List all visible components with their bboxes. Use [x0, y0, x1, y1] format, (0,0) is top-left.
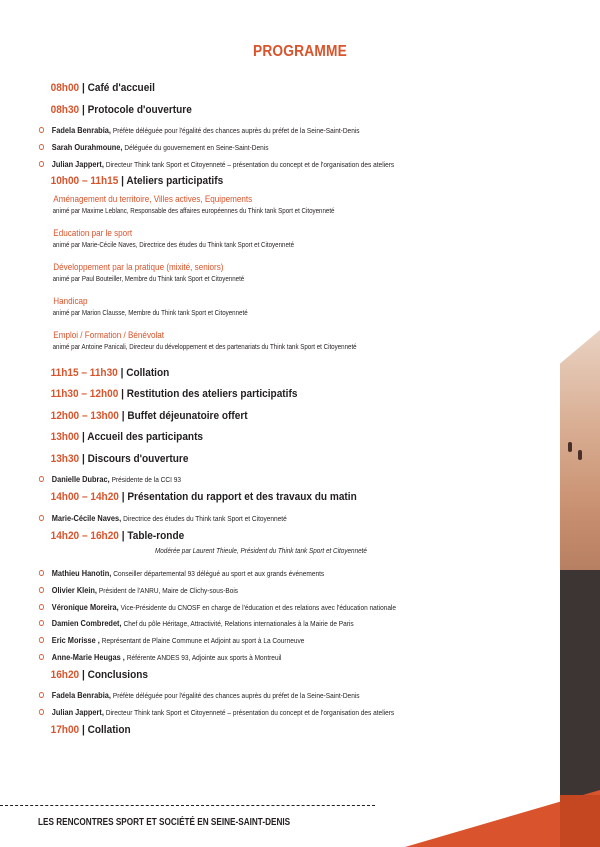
- slot-separator: |: [79, 452, 88, 465]
- slot-separator: |: [118, 388, 127, 401]
- slot-separator: |: [79, 723, 88, 736]
- slot-separator: |: [117, 366, 127, 379]
- slot-time: 08h00: [50, 82, 80, 94]
- bullet-icon: [39, 144, 44, 150]
- speaker-role: Conseiller départemental 93 délégué au sport et aux grands événements: [113, 569, 325, 578]
- bullet-icon: [39, 127, 44, 133]
- bullet-icon: [39, 570, 44, 576]
- speaker-name: Damien Combredet,: [51, 618, 122, 629]
- speaker-name: Marie-Cécile Naves,: [51, 512, 122, 523]
- workshop-facilitator: animé par Antoine Panicali, Directeur du développement et des partenariats du Think tank Sport et Citoyenneté: [52, 342, 357, 352]
- bullet-icon: [39, 587, 44, 593]
- slot-label: Collation: [87, 723, 131, 736]
- speaker-name: Mathieu Hanotin,: [51, 568, 112, 578]
- slot-separator: |: [118, 491, 128, 504]
- speaker-name: Julian Jappert,: [51, 158, 104, 169]
- speaker-item: [38, 585, 238, 595]
- speaker-role: Directeur Think tank Sport et Citoyenneté – présentation du concept et de l'organisation des ateliers: [105, 159, 395, 169]
- workshop-title: Emploi / Formation / Bénévolat: [53, 329, 165, 340]
- footer-divider: [0, 805, 375, 806]
- speaker-name: Eric Morisse ,: [51, 635, 100, 646]
- photo-shadow: [560, 570, 600, 795]
- slot-time: 17h00: [50, 723, 80, 736]
- slot-time: 11h15 – 11h30: [50, 366, 118, 379]
- speaker-name: Danielle Dubrac,: [51, 474, 110, 485]
- speaker-role: Directeur Think tank Sport et Citoyenneté – présentation du concept et de l'organisation des ateliers: [105, 708, 395, 718]
- slot-separator: |: [118, 175, 127, 188]
- schedule-slot: [38, 388, 297, 400]
- workshop-facilitator: animé par Paul Bouteiller, Membre du Think tank Sport et Citoyenneté: [52, 274, 245, 284]
- schedule-slot: [38, 530, 184, 542]
- slot-label: Accueil des participants: [87, 431, 204, 444]
- workshop-facilitator: animé par Maxime Leblanc, Responsable des affaires européennes du Think tank Sport et Citoyenneté: [52, 206, 335, 216]
- speaker-name: Olivier Klein,: [51, 584, 97, 595]
- speaker-role: Représentant de Plaine Commune et Adjoint au sport à La Courneuve: [101, 636, 305, 646]
- workshop-title: Développement par la pratique (mixité, seniors): [53, 261, 224, 272]
- slot-separator: |: [79, 82, 88, 94]
- schedule-slot: [38, 724, 131, 736]
- workshop-title: Education par le sport: [53, 227, 133, 238]
- bullet-icon: [39, 637, 44, 643]
- slot-separator: |: [79, 431, 88, 444]
- schedule-slot: [38, 175, 223, 187]
- sport-photo: [560, 330, 600, 795]
- workshop-title: Aménagement du territoire, Villes actives, Equipements: [53, 193, 253, 204]
- slot-time: 08h30: [50, 103, 80, 116]
- slot-time: 16h20: [50, 668, 80, 681]
- bullet-icon: [39, 161, 44, 167]
- slot-separator: |: [79, 668, 88, 681]
- speaker-name: Sarah Ourahmoune,: [51, 141, 123, 152]
- workshop-title: Handicap: [53, 295, 88, 306]
- bullet-icon: [39, 620, 44, 626]
- slot-time: 13h00: [50, 431, 80, 444]
- slot-label: Ateliers participatifs: [126, 175, 224, 188]
- speaker-item: [38, 618, 354, 628]
- slot-label: Collation: [126, 366, 170, 379]
- bullet-icon: [39, 476, 44, 482]
- bullet-icon: [39, 604, 44, 610]
- speaker-role: Présidente de la CCI 93: [111, 475, 181, 485]
- slot-time: 12h00 – 13h00: [50, 409, 119, 422]
- schedule-slot: [38, 491, 357, 503]
- speaker-item: [38, 707, 394, 717]
- speaker-name: Julian Jappert,: [51, 707, 104, 718]
- slot-time: 14h20 – 16h20: [50, 529, 119, 542]
- slot-label: Protocole d'ouverture: [87, 103, 192, 116]
- bullet-icon: [39, 654, 44, 660]
- speaker-role: Préfète déléguée pour l'égalité des chances auprès du préfet de la Seine-Saint-Denis: [112, 126, 360, 135]
- slot-label: Restitution des ateliers participatifs: [126, 388, 298, 401]
- speaker-name: Fadela Benrabia,: [51, 125, 111, 135]
- speaker-role: Déléguée du gouvernement en Seine-Saint-Denis: [124, 142, 269, 152]
- speaker-item: [38, 159, 394, 169]
- schedule-slot: [38, 410, 248, 422]
- runner-figure: [568, 442, 572, 452]
- workshop-facilitator: animé par Marie-Cécile Naves, Directrice des études du Think tank Sport et Citoyenneté: [52, 240, 295, 250]
- speaker-item: [38, 635, 304, 645]
- slot-label: Discours d'ouverture: [87, 452, 189, 465]
- footer-accent-dark: [560, 795, 600, 847]
- speaker-role: Président de l'ANRU, Maire de Clichy-sous-Bois: [98, 585, 239, 595]
- page-title: PROGRAMME: [252, 43, 348, 60]
- speaker-name: Anne-Marie Heugas ,: [51, 652, 125, 662]
- bullet-icon: [39, 709, 44, 715]
- schedule-slot: [38, 431, 203, 443]
- bullet-icon: [39, 515, 44, 521]
- slot-time: 11h30 – 12h00: [50, 388, 119, 401]
- schedule-slot: [38, 104, 192, 116]
- speaker-item: [38, 513, 287, 523]
- workshop-facilitator: animé par Marion Clausse, Membre du Think tank Sport et Citoyenneté: [52, 308, 248, 318]
- footer-title: LES RENCONTRES SPORT ET SOCIÉTÉ EN SEINE-SAINT-DENIS: [38, 816, 291, 828]
- speaker-item: [38, 568, 324, 578]
- bullet-icon: [39, 692, 44, 698]
- slot-label: Table-ronde: [127, 529, 185, 542]
- slot-label: Présentation du rapport et des travaux du matin: [127, 491, 357, 504]
- slot-separator: |: [79, 103, 88, 116]
- schedule-slot: [38, 669, 148, 681]
- slot-time: 14h00 – 14h20: [50, 491, 119, 504]
- speaker-item: [38, 602, 396, 612]
- speaker-role: Préfète déléguée pour l'égalité des chances auprès du préfet de la Seine-Saint-Denis: [112, 691, 360, 701]
- speaker-role: Chef du pôle Héritage, Attractivité, Relations internationales à la Mairie de Paris: [123, 619, 354, 629]
- slot-time: 10h00 – 11h15: [50, 175, 119, 188]
- speaker-item: [38, 652, 281, 662]
- schedule-slot: [38, 453, 188, 465]
- slot-time: 13h30: [50, 452, 80, 465]
- schedule-slot: [38, 82, 155, 94]
- speaker-role: Vice-Présidente du CNOSF en charge de l'éducation et des relations avec l'éducation nationale: [120, 602, 397, 612]
- schedule-slot: [38, 367, 169, 379]
- runner-figure: [578, 450, 582, 460]
- slot-separator: |: [118, 409, 128, 422]
- slot-label: Buffet déjeunatoire offert: [127, 409, 248, 422]
- speaker-name: Fadela Benrabia,: [51, 690, 111, 701]
- speaker-item: [38, 142, 268, 152]
- slot-label: Conclusions: [87, 668, 149, 681]
- slot-label: Café d'accueil: [87, 82, 155, 94]
- speaker-item: [38, 690, 360, 700]
- speaker-role: Référente ANDES 93, Adjointe aux sports à Montreuil: [126, 653, 282, 662]
- speaker-role: Directrice des études du Think tank Sport et Citoyenneté: [123, 513, 287, 523]
- moderator-line: Modérée par Laurent Thieule, Président du Think tank Sport et Citoyenneté: [154, 546, 367, 555]
- speaker-item: [38, 474, 181, 484]
- speaker-item: [38, 125, 360, 135]
- slot-separator: |: [118, 529, 128, 542]
- speaker-name: Véronique Moreira,: [51, 601, 119, 612]
